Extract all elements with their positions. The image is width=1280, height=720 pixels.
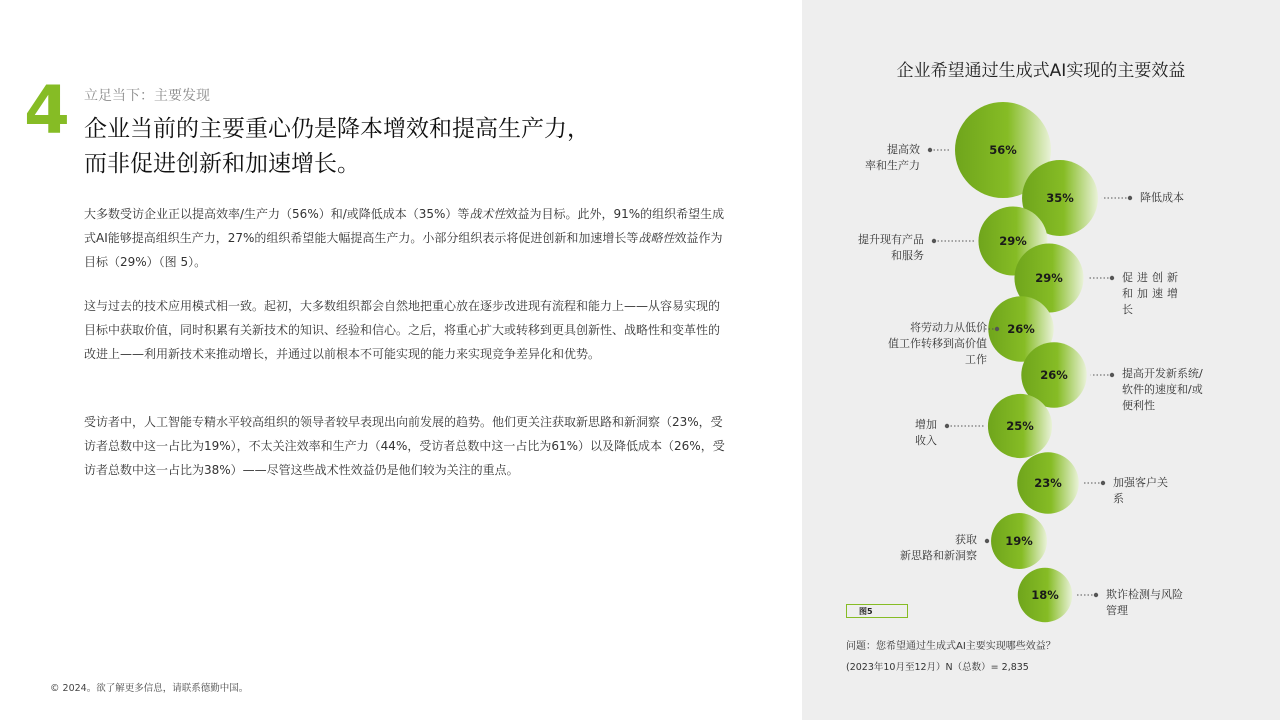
bubble-label-line: 促进创新 <box>1122 271 1182 284</box>
bubble-connector-dot <box>995 327 999 331</box>
bubble-value-label: 18% <box>1031 588 1059 602</box>
bubble-value-label: 26% <box>1040 368 1068 382</box>
p1-emphasis-tactical: 战术性 <box>469 207 506 221</box>
bubble-label-line: 收入 <box>915 434 937 447</box>
bubble-category-label <box>865 142 920 174</box>
bubble-category-label <box>1113 475 1168 507</box>
bubble-category-label <box>1122 366 1203 414</box>
paragraph-3: 受访者中，人工智能专精水平较高组织的领导者较早表现出向前发展的趋势。他们更关注获取新思路和新洞察（23%，受访者总数中这一占比为19%），不太关注效率和生产力（44%，受访者总数中这一占比为61%）以及降低成本（26%，受访者总数中这一占比为38%）——尽管这些战术性效益仍是他们较为关注的重点。 <box>84 415 725 477</box>
bubble-label-line: 加强客户关 <box>1113 476 1168 489</box>
bubble-value-label: 19% <box>1005 534 1033 548</box>
bubble-value-label: 25% <box>1006 419 1034 433</box>
bubble-connector-dot <box>932 239 936 243</box>
bubble-label-line: 值工作转移到高价值 <box>888 337 987 350</box>
bubble-value-label: 56% <box>989 143 1017 157</box>
bubble-label-line: 软件的速度和/或 <box>1122 383 1203 396</box>
bubble-label-line: 增加 <box>915 418 937 431</box>
figure-panel <box>802 0 1280 720</box>
bubble-value-label: 26% <box>1007 322 1035 336</box>
bubble-label-line: 系 <box>1113 492 1124 505</box>
bubble-label-line: 和加速增 <box>1122 287 1182 300</box>
section-number: 4 <box>24 72 70 149</box>
paragraph-2: 这与过去的技术应用模式相一致。起初，大多数组织都会自然地把重心放在逐步改进现有流程和能力上——从容易实现的目标中获取价值，同时积累有关新技术的知识、经验和信心。之后，将重心扩大或转移到更具创新性、战略性和变革性的改进上——利用新技术来推动增长，并通过以前根本不可能实现的能力来实现竞争差异化和优势。 <box>84 299 721 361</box>
p1-text-b: 效益为目标。此外，91%的组织希望生成式AI能够提高组织生产力，27%的组织希望能大幅提高生产力。小部分组织表示将促进创新和加速增长等 <box>84 207 725 245</box>
bubble-value-label: 29% <box>999 234 1027 248</box>
bubble-connector-dot <box>1110 373 1114 377</box>
bubble-connector-dot <box>1101 481 1105 485</box>
bubble-category-label <box>900 532 977 564</box>
bubble-label-line: 提高效 <box>887 143 920 156</box>
bubble-label-line: 工作 <box>965 353 987 366</box>
p1-text-a: 大多数受访企业正以提高效率/生产力（56%）和/或降低成本（35%）等 <box>84 207 470 221</box>
paragraph-1 <box>84 202 726 274</box>
chart-title: 企业希望通过生成式AI实现的主要效益 <box>896 61 1186 81</box>
page-headline <box>84 112 704 182</box>
bubble-connector-dot <box>1128 196 1132 200</box>
bubble-connector-dot <box>945 424 949 428</box>
headline-line-2: 而非促进创新和加速增长。 <box>84 151 360 177</box>
p1-text-c: 效益作为目标（29%）（图 5）。 <box>84 231 723 269</box>
bubble-value-label: 35% <box>1046 191 1074 205</box>
bubble-label-line: 管理 <box>1106 604 1128 617</box>
bubble-label-line: 将劳动力从低价 <box>910 321 987 334</box>
bubble-connector-dot <box>1110 276 1114 280</box>
figure-label: 图5 <box>846 604 908 618</box>
bubble-connector-dot <box>928 148 932 152</box>
p1-emphasis-strategic: 战略性 <box>638 231 675 245</box>
bubble-label-line: 获取 <box>955 533 977 546</box>
bubble-label-line: 和服务 <box>891 249 924 262</box>
bubble-label-line: 新思路和新洞察 <box>900 549 977 562</box>
bubble-label-line: 降低成本 <box>1140 191 1184 204</box>
bubble-label-line: 率和生产力 <box>865 159 920 172</box>
headline-line-1: 企业当前的主要重心仍是降本增效和提高生产力， <box>84 116 590 142</box>
bubble-category-label <box>858 232 924 264</box>
bubble-category-label <box>1140 190 1184 206</box>
bubble-label-line: 提升现有产品 <box>858 233 924 246</box>
sample-note: (2023年10月至12月）N（总数）= 2,835 <box>846 662 1029 673</box>
bubble-category-label <box>888 320 987 368</box>
bubble-category-label <box>1106 587 1183 619</box>
bubble-label-line: 提高开发新系统/ <box>1122 367 1203 380</box>
survey-question: 问题：您希望通过生成式AI主要实现哪些效益？ <box>846 641 1056 652</box>
bubble-value-label: 23% <box>1034 476 1062 490</box>
bubble-category-label <box>1122 270 1182 318</box>
bubble-value-label: 29% <box>1035 271 1063 285</box>
section-label: 立足当下：主要发现 <box>84 88 210 104</box>
bubble-connector-dot <box>985 539 989 543</box>
bubble-label-line: 长 <box>1122 303 1137 316</box>
bubble-connector-dot <box>1094 593 1098 597</box>
bubble-label-line: 便利性 <box>1122 399 1155 412</box>
bubble-category-label <box>915 417 937 449</box>
footer-copyright: © 2024。欲了解更多信息，请联系德勤中国。 <box>50 683 249 694</box>
bubble-label-line: 欺诈检测与风险 <box>1106 588 1183 601</box>
